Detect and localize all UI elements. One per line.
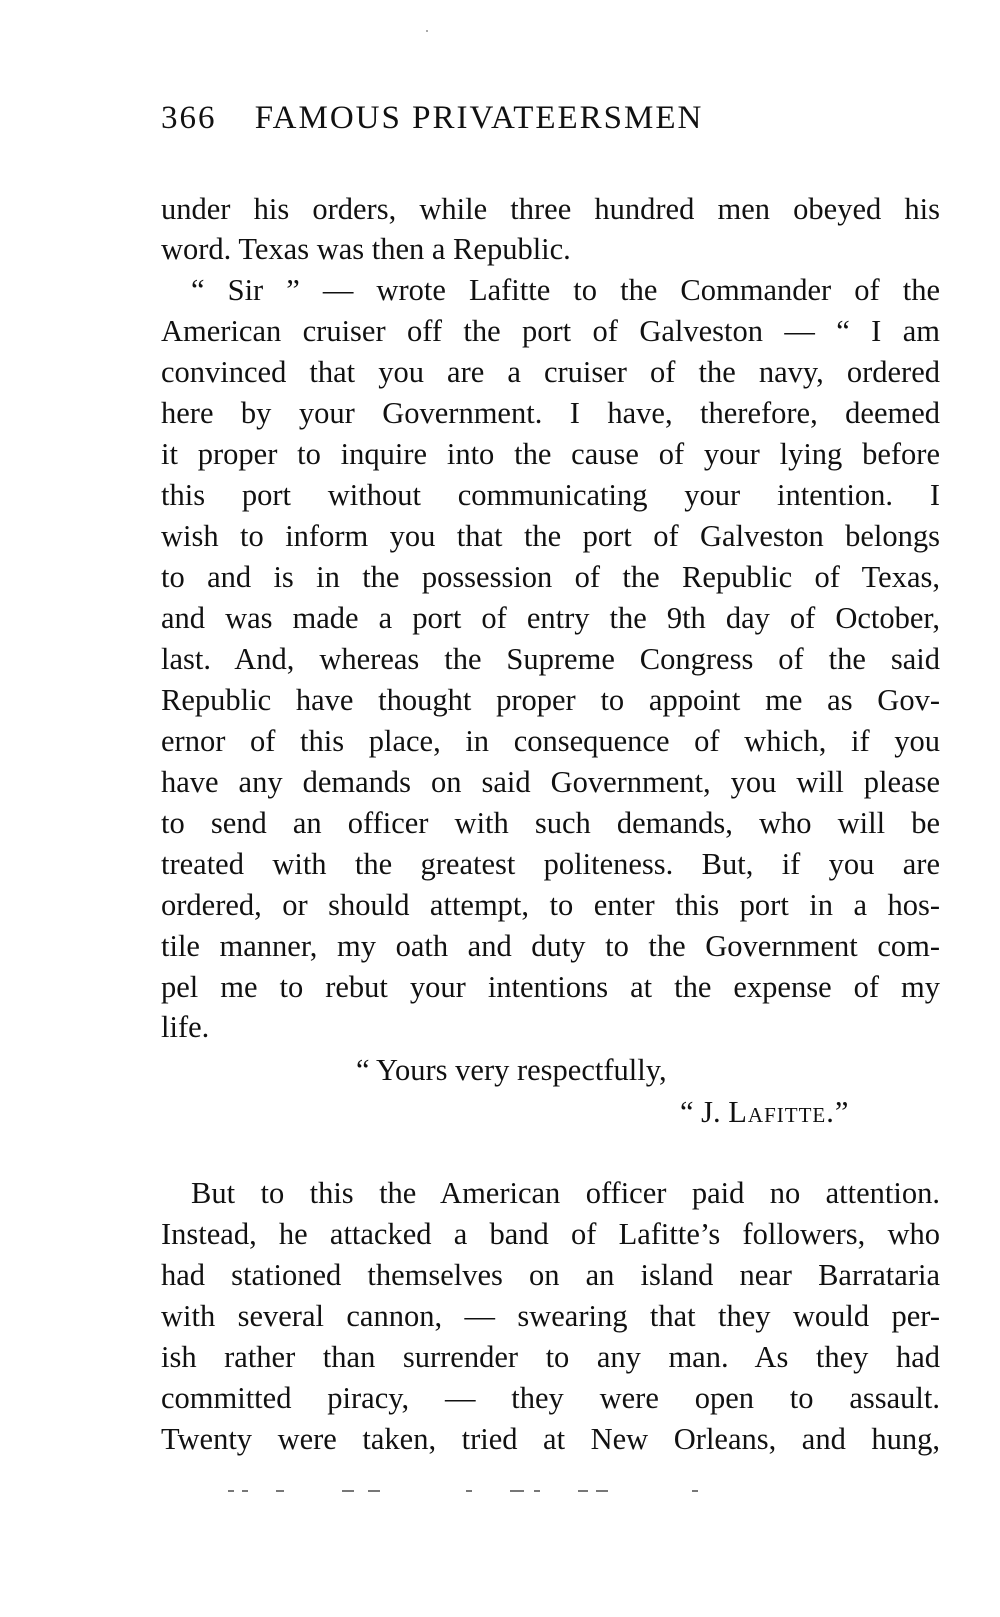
ink-dot — [692, 1490, 698, 1492]
ink-dot — [466, 1490, 472, 1492]
text-line: treated with the greatest politeness. But, if you are — [161, 847, 940, 881]
ink-dot — [276, 1490, 284, 1492]
text-line: ish rather than surrender to any man. As they had — [161, 1340, 940, 1374]
text-line: to send an officer with such demands, who will be — [161, 806, 940, 840]
ink-dot — [534, 1490, 540, 1492]
text-line: Twenty were taken, tried at New Orleans, and hung, — [161, 1422, 940, 1456]
text-line: it proper to inquire into the cause of your lying before — [161, 437, 940, 471]
text-line: American cruiser off the port of Galveston — “ I am — [161, 314, 940, 348]
running-title: FAMOUS PRIVATEERSMEN — [254, 100, 704, 136]
ink-dot — [342, 1490, 354, 1492]
text-line: life. — [161, 1010, 210, 1044]
text-line: wish to inform you that the port of Galveston belongs — [161, 519, 940, 553]
text-line: word. Texas was then a Republic. — [161, 232, 571, 266]
text-line: had stationed themselves on an island near Barrataria — [161, 1258, 940, 1292]
letter-closing: “ Yours very respectfully, — [356, 1053, 667, 1087]
text-line: here by your Government. I have, therefore, deemed — [161, 396, 940, 430]
ink-dot — [596, 1490, 608, 1492]
text-line: under his orders, while three hundred men obeyed his — [161, 192, 940, 226]
cropped-next-line-fragment — [228, 1490, 708, 1496]
text-line: committed piracy, — they were open to assault. — [161, 1381, 940, 1415]
text-line: ordered, or should attempt, to enter this port in a hos- — [161, 888, 940, 922]
ink-dot — [228, 1490, 234, 1492]
letter-signature — [680, 1092, 940, 1132]
ink-dot — [242, 1490, 248, 1492]
ink-dot — [578, 1490, 588, 1492]
signature-initial: “ J. — [680, 1095, 729, 1129]
page-number: 366 — [161, 100, 217, 136]
text-line: convinced that you are a cruiser of the navy, ordered — [161, 355, 940, 389]
text-line: and was made a port of entry the 9th day of October, — [161, 601, 940, 635]
text-line: tile manner, my oath and duty to the Government com- — [161, 929, 940, 963]
text-line: with several cannon, — swearing that they would per- — [161, 1299, 940, 1333]
text-line: have any demands on said Government, you will please — [161, 765, 940, 799]
text-line: pel me to rebut your intentions at the expense of my — [161, 970, 940, 1004]
text-line: last. And, whereas the Supreme Congress of the said — [161, 642, 940, 676]
text-line: Republic have thought proper to appoint me as Gov- — [161, 683, 940, 717]
page-header — [161, 100, 961, 146]
text-line: But to this the American officer paid no attention. — [191, 1176, 940, 1210]
signature-surname: Lafitte.” — [728, 1095, 850, 1129]
text-line: Instead, he attacked a band of Lafitte’s followers, who — [161, 1217, 940, 1251]
scan-speck — [426, 30, 428, 32]
ink-dot — [510, 1490, 524, 1492]
text-line: to and is in the possession of the Republic of Texas, — [161, 560, 940, 594]
text-line: “ Sir ” — wrote Lafitte to the Commander of the — [191, 273, 940, 307]
ink-dot — [368, 1490, 380, 1492]
text-line: this port without communicating your intention. I — [161, 478, 940, 512]
text-line: ernor of this place, in consequence of which, if you — [161, 724, 940, 758]
